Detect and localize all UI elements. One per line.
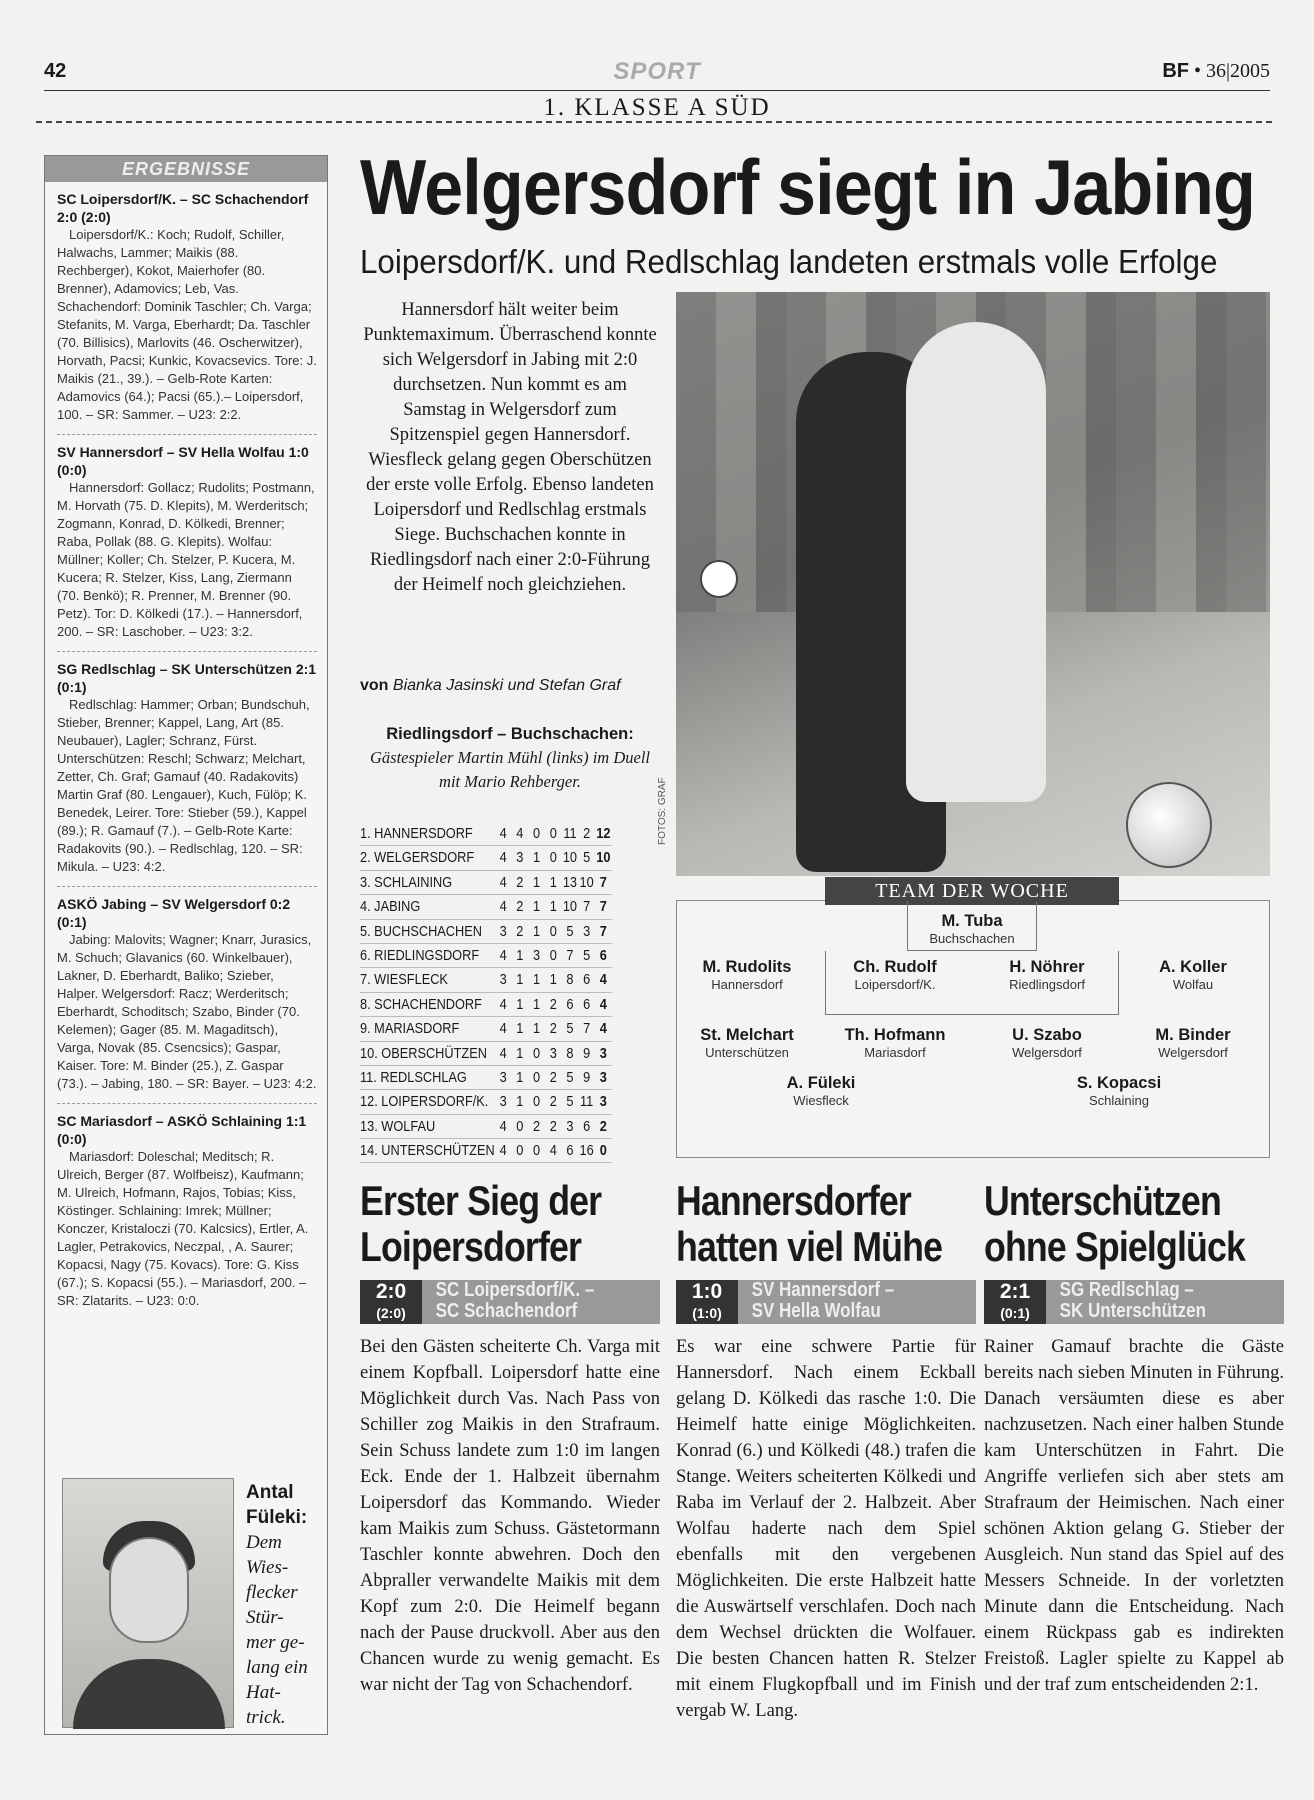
stat-cell: 6 (583, 972, 591, 989)
lead-paragraph: Hannersdorf hält weiter beim Punktemaximum. Überraschend konnte sich Welgersdorf in Jabing mit 2:0 durchsetzen. Nun kommt es am Samstag in Welgersdorf zum Spitzenspiel gegen Hannersdorf. Wiesfleck gelang gegen Oberschützen der erste volle Erfolg. Ebenso landeten Loipersdorf und Redlschlag erstmals Siege. Buchschachen konnte in Riedlingsdorf nach einer 2:0-Führung der Heimelf noch gleichziehen. (363, 300, 657, 595)
player-name: Th. Hofmann (844, 1026, 946, 1044)
stat-cell: 6 (566, 996, 574, 1013)
stat-cell: 2 (549, 1021, 557, 1038)
result-title: SC Mariasdorf – ASKÖ Schlaining 1:1 (0:0) (57, 1113, 307, 1147)
result-lineups: Mariasdorf: Doleschal; Meditsch; R. Ulreich, Berger (87. Wolfbeisz), Kaufmann; M. Ulreich, Hofmann, Rajos, Tobias; Kiss, Köstinger. Schlaining: Imrek; Müllner; Konczer, Kristaloczi (70. Kalcsics), Ertler, A. Lagler, Petrakovics, Neczpal, , A. Saurer; Kopacsi, Nagy (75. Kovacs). Tore: G. Kiss (67.); S. Kopacsi (55.). – Mariasdorf, 200. – SR: Zlatarits. – U23: 0:0. (57, 1149, 309, 1308)
result-title: SC Loipersdorf/K. – SC Schachendorf 2:0 (2:0) (57, 191, 309, 225)
points: 4 (599, 972, 607, 989)
issue-info (1162, 60, 1270, 83)
story-body: Rainer Gamauf brachte die Gäste bereits nach sieben Minuten in Führung. Danach versäumten diese es aber nachzusetzen. Nach einer halben Stunde kam Unterschützen in Fahrt. Die Angriffe verliefen sich aber stets am Strafraum der Heimischen. Nach einer schönen Aktion gelang G. Stieber der Ausgleich. Nun stand das Spiel auf des Messers Schneide. In der vorletzten Minute dann die Entscheidung. Nach einem Rückpass gab es indirekten Freistoß. Lagler spielte zu Kappel ab und der traf zum entscheidenden 2:1. (984, 1337, 1284, 1695)
stat-cell: 10 (579, 874, 594, 891)
stat-cell: 3 (516, 850, 524, 867)
result-block (45, 182, 327, 435)
byline-prefix: von (360, 677, 389, 694)
player-club: Wolfau (1172, 977, 1214, 992)
publication-name: BF (1162, 60, 1189, 82)
dashed-rule (36, 121, 1272, 123)
stat-cell: 6 (583, 996, 591, 1013)
story-body: Es war eine schwere Partie für Hannersdorf. Nach einem Eckball gelang D. Kölkedi das rasche 1:0. Die Heimelf hatte einige Möglichkeiten. Konrad (6.) und Kölkedi (48.) trafen die Stange. Weiters scheiterten Kölkedi und Raba im Verlauf der 2. Halbzeit. Aber Wolfau haderte nach dem Spiel ebenfalls mit den vergebenen Möglichkeiten. Die erste Halbzeit hatte die Auswärtself verschlafen. Doch nach dem Wechsel drückten die Wolfauer. Die besten Chancen hatten R. Stelzer mit einem Flugkopfball und im Finish vergab W. Lang. (676, 1337, 976, 1721)
team-of-week (676, 880, 1270, 1158)
score-bar (676, 1280, 976, 1324)
stat-cell: 10 (562, 850, 578, 867)
player-name: St. Melchart (700, 1026, 794, 1044)
stat-cell: 3 (583, 923, 591, 940)
stat-cell: 8 (566, 1045, 574, 1062)
stat-cell: 1 (516, 1045, 524, 1062)
league-title: 1. KLASSE A SÜD (543, 94, 771, 121)
player-name: M. Tuba (941, 912, 1003, 930)
story-headline-2: Loipersdorfer (360, 1223, 582, 1270)
team-name: 1. HANNERSDORF (360, 826, 473, 842)
stat-cell: 0 (533, 1094, 541, 1111)
stat-cell: 3 (499, 923, 507, 940)
stat-cell: 0 (516, 1118, 524, 1135)
photo-credit: FOTOS: GRAF (657, 777, 668, 845)
stat-cell: 0 (533, 1069, 541, 1086)
player-portrait (62, 1478, 234, 1728)
table-row (360, 1090, 612, 1114)
portrait-caption-line: mer ge- (246, 1632, 305, 1653)
stat-cell: 6 (566, 1143, 574, 1160)
points: 3 (599, 1045, 607, 1062)
stat-cell: 2 (516, 923, 524, 940)
team-name: 7. WIESFLECK (360, 972, 448, 989)
stat-cell: 0 (533, 826, 541, 842)
stat-cell: 1 (516, 996, 524, 1013)
team-player (902, 911, 1042, 947)
stat-cell: 1 (533, 874, 541, 891)
table-row (360, 944, 612, 968)
final-score: 2:1 (999, 1280, 1031, 1303)
section-title: SPORT (613, 58, 701, 85)
final-score: 1:0 (691, 1280, 723, 1303)
stat-cell: 2 (549, 1094, 557, 1111)
stat-cell: 2 (549, 1069, 557, 1086)
score-box (360, 1280, 422, 1324)
match-teams (1046, 1280, 1206, 1324)
score-box (984, 1280, 1046, 1324)
team-player (677, 957, 817, 993)
stat-cell: 3 (499, 1069, 507, 1086)
stat-cell: 1 (516, 1094, 524, 1111)
issue-number: • 36|2005 (1193, 60, 1270, 82)
table-row (360, 920, 612, 944)
portrait-face (109, 1537, 189, 1643)
stat-cell: 4 (499, 1143, 507, 1160)
team-player (825, 1025, 965, 1061)
stat-cell: 4 (499, 1021, 507, 1038)
stat-cell: 11 (563, 826, 577, 842)
result-block (45, 652, 327, 887)
stat-cell: 3 (499, 972, 507, 989)
stat-cell: 7 (583, 1021, 591, 1038)
team-player (677, 1025, 817, 1061)
player-club: Loipersdorf/K. (854, 977, 936, 992)
team-name: 10. OBERSCHÜTZEN (360, 1045, 487, 1062)
header-rule (44, 90, 1270, 91)
points: 0 (599, 1143, 607, 1160)
result-title: ASKÖ Jabing – SV Welgersdorf 0:2 (0:1) (57, 896, 291, 930)
team-name: 8. SCHACHENDORF (360, 996, 482, 1013)
match-teams (422, 1280, 594, 1324)
page-number: 42 (44, 60, 67, 82)
story-3 (984, 1178, 1284, 1698)
main-headline: Welgersdorf siegt in Jabing (360, 143, 1255, 231)
table-row (360, 993, 612, 1017)
points: 10 (596, 850, 611, 867)
portrait-caption-line: trick. (246, 1707, 286, 1728)
stat-cell: 5 (583, 947, 591, 964)
stat-cell: 1 (516, 1069, 524, 1086)
portrait-name-2: Füleki: (246, 1507, 308, 1528)
player-name: S. Kopacsi (1076, 1074, 1162, 1092)
stat-cell: 5 (583, 850, 591, 867)
stat-cell: 5 (566, 1021, 574, 1038)
table-row (360, 968, 612, 992)
stat-cell: 2 (549, 996, 557, 1013)
stat-cell: 9 (583, 1045, 591, 1062)
score-box (676, 1280, 738, 1324)
result-lineups: Loipersdorf/K.: Koch; Rudolf, Schiller, Halwachs, Lammer; Maikis (88. Rechberger), Kokot, Maierhofer (80. Brenner), Adamovics; Leb, Vas. Schachendorf: Dominik Taschler; Ch. Varga; Stefanits, M. Varga, Eberhardt; Da. Taschler (70. Billisics), Marlovits (46. Oscherwitzer), Horvath, Pacsi; Kunkic, Kovacsevics. Tore: J. Maikis (21., 39.). – Gelb-Rote Karten: Adamovics (64.); Pacsi (65.).– Loipersdorf, 100. – SR: Sammer. – U23: 2:2. (57, 227, 317, 422)
stat-cell: 11 (580, 1094, 594, 1111)
team-player (751, 1073, 891, 1109)
story-body: Bei den Gästen scheiterte Ch. Varga mit einem Kopfball. Loipersdorf hatte eine Möglichkeit durch Vas. Nach Pass von Schiller zog Maikis in den Strafraum. Sein Schuss landete zum 1:0 im langen Eck. Ende der 1. Halbzeit übernahm Loipersdorf das Kommando. Wieder kam Maikis zum Schuss. Gästetormann Taschler konnte abwehren. Doch den Abpraller verwandelte Maikis mit dem Kopf zum 2:0. Die Heimelf begann nach der Pause druckvoll. Aber aus den Chancen wurde zu wenig gemacht. Es war nicht der Tag von Schachendorf. (360, 1337, 660, 1695)
team-player (977, 957, 1117, 993)
football-icon (1126, 782, 1212, 868)
player-club: Welgersdorf (1012, 1045, 1082, 1060)
sub-headline: Loipersdorf/K. und Redlschlag landeten erstmals volle Erfolge (360, 243, 1218, 280)
player-club: Welgersdorf (1158, 1045, 1228, 1060)
portrait-caption-line: Hat- (246, 1682, 281, 1703)
stat-cell: 4 (499, 1118, 507, 1135)
stat-cell: 1 (533, 996, 541, 1013)
stat-cell: 0 (516, 1143, 524, 1160)
team-name: 12. LOIPERSDORF/K. (360, 1094, 489, 1111)
table-row (360, 822, 612, 846)
stat-cell: 2 (583, 826, 591, 842)
score-bar (360, 1280, 660, 1324)
stat-cell: 4 (549, 1143, 557, 1160)
stat-cell: 1 (549, 874, 557, 891)
match-photo (676, 292, 1270, 876)
player-name: M. Rudolits (702, 958, 792, 976)
player-club: Riedlingsdorf (1009, 977, 1085, 992)
player-name: A. Koller (1159, 958, 1227, 976)
player-club: Hannersdorf (711, 977, 783, 992)
team-name: 11. REDLSCHLAG (360, 1069, 467, 1086)
stat-cell: 4 (516, 826, 524, 842)
stat-cell: 1 (516, 947, 524, 964)
stat-cell: 4 (499, 947, 507, 964)
story-headline-2: ohne Spielglück (984, 1223, 1246, 1270)
result-lineups: Jabing: Malovits; Wagner; Knarr, Jurasics, M. Schuch; Glavanics (60. Winkelbauer), Lakner, D. Eberhardt, Baliko; Szieber, Halper. Welgersdorf: Racz; Werderitsch; Eberhardt, Schoditsch; Szabo, Binder (70. Kelemen); Gager (85. M. Magaditsch), Varga, Novak (85. Csencsics); Gaspar, Kaiser. Tore: M. Binder (25.), Z. Gaspar (73.). – Jabing, 180. – SR: Bayer. – U23: 4:2. (57, 932, 317, 1091)
score-bar (984, 1280, 1284, 1324)
team-name: 13. WOLFAU (360, 1118, 436, 1135)
caption-title: Riedlingsdorf – Buchschachen: (386, 725, 634, 743)
stat-cell: 0 (533, 1045, 541, 1062)
portrait-caption-line: Wies- (246, 1557, 289, 1578)
stat-cell: 1 (549, 972, 557, 989)
result-lineups: Redlschlag: Hammer; Orban; Bundschuh, Stieber, Brenner; Kappel, Lang, Art (85. Neubauer), Lagler; Schranz, Fürst. Unterschützen: Reschl; Schwarz; Melchart, Zetter, Ch. Graf; Gamauf (40. Radakovits) Martin Graf (80. Lengauer), Kuch, Fülöp; K. Benedek, Leirer. Tore: Stieber (59.), Kappel (89.); R. Gamauf (7.). – Gelb-Rote Karte: Radakovits (90.). – Redlschlag, 120. – SR: Mikula. – U23: 4:2. (57, 697, 310, 874)
portrait-caption-line: Dem (246, 1532, 282, 1553)
team-name: 9. MARIASDORF (360, 1021, 460, 1038)
byline-authors: Bianka Jasinski und Stefan Graf (392, 677, 621, 694)
stat-cell: 4 (499, 850, 507, 867)
stat-cell: 8 (566, 972, 574, 989)
points: 4 (599, 1021, 607, 1038)
result-title: SG Redlschlag – SK Unterschützen 2:1 (0:1) (57, 661, 317, 695)
player-name: H. Nöhrer (1009, 958, 1085, 976)
stat-cell: 2 (533, 1118, 541, 1135)
player-name: Ch. Rudolf (853, 958, 937, 976)
portrait-caption-line: flecker (246, 1582, 298, 1603)
player-name: A. Füleki (786, 1074, 856, 1092)
stat-cell: 1 (549, 899, 557, 916)
stat-cell: 10 (562, 899, 578, 916)
stat-cell: 2 (516, 899, 524, 916)
stat-cell: 3 (549, 1045, 557, 1062)
points: 7 (599, 899, 607, 916)
player-club: Schlaining (1089, 1093, 1149, 1108)
team-player (1123, 957, 1263, 993)
team-of-week-title: TEAM DER WOCHE (825, 877, 1119, 905)
stat-cell: 5 (566, 923, 574, 940)
player-name: U. Szabo (1012, 1026, 1082, 1044)
table-row (360, 846, 612, 870)
story-1 (360, 1178, 660, 1698)
stat-cell: 3 (499, 1094, 507, 1111)
match-teams (738, 1280, 894, 1324)
points: 2 (599, 1118, 607, 1135)
points: 7 (599, 874, 607, 891)
stat-cell: 9 (583, 1069, 591, 1086)
team-player (825, 957, 965, 993)
results-title: ERGEBNISSE (45, 156, 327, 182)
team-player (977, 1025, 1117, 1061)
result-lineups: Hannersdorf: Gollacz; Rudolits; Postmann, M. Horvath (75. D. Klepits), M. Werderitsch; Zogmann, Konrad, D. Kölkedi, Brenner; Raba, Pollak (88. G. Klepits). Wolfau: Müllner; Koller; Ch. Stelzer, P. Kucera, M. Kucera; R. Stelzer, Kiss, Lang, Ziermann (70. Benkö); R. Prenner, M. Brenner (90. Petz). Tor: D. Kölkedi (17.). – Hannersdorf, 200. – SR: Laschober. – U23: 3:2. (57, 480, 315, 639)
points: 6 (599, 947, 607, 964)
stat-cell: 16 (579, 1143, 594, 1160)
result-block (45, 887, 327, 1104)
halftime-score: (2:0) (376, 1305, 406, 1321)
final-score: 2:0 (375, 1280, 407, 1303)
points: 12 (596, 826, 611, 842)
player-light-shirt (906, 322, 1046, 802)
stat-cell: 5 (566, 1069, 574, 1086)
portrait-shoulders (73, 1659, 225, 1729)
team-name: 2. WELGERSDORF (360, 850, 475, 867)
stat-cell: 1 (516, 972, 524, 989)
stat-cell: 1 (516, 1021, 524, 1038)
stat-cell: 6 (583, 1118, 591, 1135)
home-team: SV Hannersdorf – (751, 1279, 895, 1301)
stat-cell: 4 (499, 996, 507, 1013)
table-row (360, 1017, 612, 1041)
table-row (360, 1115, 612, 1139)
stat-cell: 1 (533, 899, 541, 916)
table-row (360, 871, 612, 895)
stat-cell: 1 (533, 923, 541, 940)
away-team: SC Schachendorf (435, 1300, 578, 1322)
table-row (360, 1066, 612, 1090)
portrait-caption-line: Stür- (246, 1607, 284, 1628)
story-headline-1: Erster Sieg der (360, 1177, 602, 1224)
away-team: SV Hella Wolfau (751, 1300, 881, 1322)
player-club: Mariasdorf (864, 1045, 926, 1060)
photo-caption (360, 722, 660, 794)
team-name: 14. UNTERSCHÜTZEN (360, 1143, 495, 1160)
home-team: SC Loipersdorf/K. – (435, 1279, 595, 1301)
stat-cell: 1 (533, 972, 541, 989)
stat-cell: 0 (549, 923, 557, 940)
away-team: SK Unterschützen (1059, 1300, 1207, 1322)
portrait-caption-line: lang ein (246, 1657, 308, 1678)
player-name: M. Binder (1155, 1026, 1231, 1044)
stat-cell: 4 (499, 826, 507, 842)
halftime-score: (1:0) (692, 1305, 722, 1321)
standings-table (360, 822, 612, 1163)
stat-cell: 3 (533, 947, 541, 964)
stat-cell: 0 (533, 1143, 541, 1160)
result-title: SV Hannersdorf – SV Hella Wolfau 1:0 (0:0) (57, 444, 309, 478)
stat-cell: 2 (549, 1118, 557, 1135)
stat-cell: 1 (533, 1021, 541, 1038)
story-2 (676, 1178, 976, 1724)
team-name: 6. RIEDLINGSDORF (360, 947, 480, 964)
home-team: SG Redlschlag – (1059, 1279, 1194, 1301)
background-ball (700, 560, 738, 598)
table-row (360, 1139, 612, 1163)
story-headline-1: Unterschützen (984, 1177, 1221, 1224)
result-block (45, 435, 327, 652)
stat-cell: 4 (499, 874, 507, 891)
table-row (360, 1042, 612, 1066)
stat-cell: 7 (566, 947, 574, 964)
player-club: Unterschützen (705, 1045, 789, 1060)
team-name: 5. BUCHSCHACHEN (360, 923, 482, 940)
team-player (1123, 1025, 1263, 1061)
player-club: Buchschachen (929, 931, 1015, 946)
stat-cell: 7 (583, 899, 591, 916)
stat-cell: 3 (566, 1118, 574, 1135)
portrait-name-1: Antal (246, 1482, 294, 1503)
caption-body: Gästespieler Martin Mühl (links) im Duell mit Mario Rehberger. (369, 748, 650, 791)
stat-cell: 5 (566, 1094, 574, 1111)
stat-cell: 4 (499, 1045, 507, 1062)
stat-cell: 0 (549, 826, 557, 842)
story-headline-2: hatten viel Mühe (676, 1223, 943, 1270)
result-block (45, 1104, 327, 1310)
points: 3 (599, 1069, 607, 1086)
stat-cell: 1 (533, 850, 541, 867)
halftime-score: (0:1) (1000, 1305, 1030, 1321)
portrait-caption (246, 1480, 326, 1730)
story-headline-1: Hannersdorfer (676, 1177, 911, 1224)
stat-cell: 13 (562, 874, 578, 891)
points: 3 (599, 1094, 607, 1111)
points: 7 (599, 923, 607, 940)
stat-cell: 4 (499, 899, 507, 916)
stat-cell: 0 (549, 947, 557, 964)
stat-cell: 0 (549, 850, 557, 867)
table-row (360, 895, 612, 919)
team-name: 3. SCHLAINING (360, 874, 453, 891)
team-name: 4. JABING (360, 899, 421, 916)
player-club: Wiesfleck (793, 1093, 849, 1108)
points: 4 (599, 996, 607, 1013)
team-player (1049, 1073, 1189, 1109)
stat-cell: 2 (516, 874, 524, 891)
byline (360, 677, 660, 695)
